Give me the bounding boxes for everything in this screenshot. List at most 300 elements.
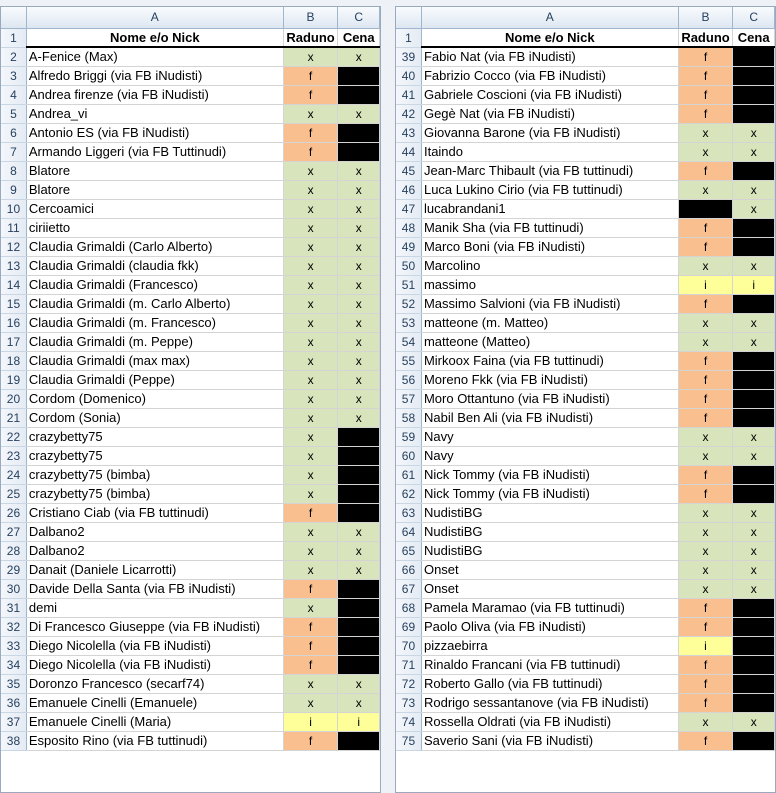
cell-cena[interactable] [733,731,775,750]
cell-cena[interactable]: x [733,712,775,731]
cell-name[interactable]: Davide Della Santa (via FB iNudisti) [26,579,283,598]
table-row[interactable] [1,484,380,503]
cell-name[interactable]: Marcolino [421,256,678,275]
cell-cena[interactable]: x [338,313,380,332]
cell-cena[interactable]: x [338,256,380,275]
cell-name[interactable]: Navy [421,446,678,465]
cell-name[interactable]: Roberto Gallo (via FB tuttinudi) [421,674,678,693]
cell-cena[interactable]: x [338,104,380,123]
row-header[interactable]: 69 [396,617,421,636]
cell-raduno[interactable]: f [678,389,733,408]
row-header[interactable]: 66 [396,560,421,579]
table-row[interactable] [1,85,380,104]
table-row[interactable] [1,674,380,693]
cell-cena[interactable] [338,503,380,522]
cell-cena[interactable] [733,636,775,655]
cell-raduno[interactable]: x [283,237,338,256]
cell-raduno[interactable]: x [283,693,338,712]
row-header[interactable]: 54 [396,332,421,351]
cell-cena[interactable]: x [338,161,380,180]
row-header[interactable]: 60 [396,446,421,465]
cell-cena[interactable]: x [338,332,380,351]
cell-cena[interactable] [338,446,380,465]
cell-cena[interactable]: x [733,256,775,275]
row-header[interactable]: 16 [1,313,26,332]
cell-cena[interactable]: x [733,123,775,142]
table-row[interactable] [1,180,380,199]
cell-name[interactable]: Gabriele Coscioni (via FB iNudisti) [421,85,678,104]
cell-name[interactable]: Manik Sha (via FB tuttinudi) [421,218,678,237]
cell-cena[interactable]: x [733,503,775,522]
table-row[interactable] [396,47,775,66]
cell-cena[interactable]: x [733,522,775,541]
cell-name[interactable]: Andrea firenze (via FB iNudisti) [26,85,283,104]
cell-cena[interactable] [733,389,775,408]
column-header-b[interactable]: B [678,7,733,28]
cell-raduno[interactable]: f [678,693,733,712]
cell-name[interactable]: Claudia Grimaldi (Peppe) [26,370,283,389]
cell-cena[interactable]: x [733,199,775,218]
row-header[interactable]: 5 [1,104,26,123]
row-header[interactable]: 21 [1,408,26,427]
cell-cena[interactable] [733,465,775,484]
cell-raduno[interactable]: x [283,47,338,66]
row-header[interactable]: 39 [396,47,421,66]
cell-raduno[interactable]: x [678,503,733,522]
cell-name[interactable]: pizzaebirra [421,636,678,655]
cell-name[interactable]: Doronzo Francesco (secarf74) [26,674,283,693]
cell-cena[interactable] [338,598,380,617]
cell-cena[interactable]: x [338,47,380,66]
header-cell-name[interactable]: Nome e/o Nick [26,28,283,47]
cell-raduno[interactable]: x [283,446,338,465]
row-header[interactable]: 1 [1,28,26,47]
cell-name[interactable]: NudistiBG [421,522,678,541]
cell-raduno[interactable]: f [283,617,338,636]
table-row[interactable] [1,351,380,370]
table-row[interactable] [1,712,380,731]
cell-raduno[interactable]: x [678,427,733,446]
row-header[interactable]: 53 [396,313,421,332]
cell-raduno[interactable]: f [678,66,733,85]
cell-raduno[interactable]: x [283,275,338,294]
cell-cena[interactable] [733,218,775,237]
cell-cena[interactable] [733,161,775,180]
table-row[interactable] [1,389,380,408]
cell-raduno[interactable]: f [283,655,338,674]
row-header[interactable]: 11 [1,218,26,237]
row-header[interactable]: 43 [396,123,421,142]
cell-raduno[interactable]: x [678,142,733,161]
cell-raduno[interactable]: x [678,332,733,351]
row-header[interactable]: 15 [1,294,26,313]
cell-name[interactable]: Claudia Grimaldi (max max) [26,351,283,370]
table-row[interactable] [396,408,775,427]
table-row[interactable] [396,294,775,313]
table-row[interactable] [1,256,380,275]
table-row[interactable] [1,522,380,541]
row-header[interactable]: 29 [1,560,26,579]
cell-raduno[interactable]: x [678,123,733,142]
cell-raduno[interactable]: f [678,351,733,370]
cell-raduno[interactable]: x [283,218,338,237]
cell-raduno[interactable]: x [283,332,338,351]
table-row[interactable] [1,161,380,180]
cell-name[interactable]: Rinaldo Francani (via FB tuttinudi) [421,655,678,674]
cell-raduno[interactable]: f [678,617,733,636]
column-header-a[interactable]: A [421,7,678,28]
row-header[interactable]: 45 [396,161,421,180]
table-row[interactable] [1,408,380,427]
row-header[interactable]: 41 [396,85,421,104]
cell-name[interactable]: Emanuele Cinelli (Maria) [26,712,283,731]
cell-name[interactable]: Alfredo Briggi (via FB iNudisti) [26,66,283,85]
table-row[interactable] [396,636,775,655]
table-row[interactable] [396,503,775,522]
table-row[interactable] [396,446,775,465]
cell-raduno[interactable]: f [283,731,338,750]
cell-name[interactable]: Rossella Oldrati (via FB iNudisti) [421,712,678,731]
cell-raduno[interactable]: f [283,85,338,104]
table-row[interactable] [1,579,380,598]
cell-raduno[interactable]: f [283,636,338,655]
row-header[interactable]: 30 [1,579,26,598]
cell-name[interactable]: Nick Tommy (via FB iNudisti) [421,465,678,484]
table-row[interactable] [396,693,775,712]
row-header[interactable]: 25 [1,484,26,503]
cell-name[interactable]: Onset [421,579,678,598]
cell-name[interactable]: Paolo Oliva (via FB iNudisti) [421,617,678,636]
cell-raduno[interactable]: x [283,180,338,199]
row-header[interactable]: 56 [396,370,421,389]
cell-cena[interactable]: x [733,541,775,560]
cell-name[interactable]: Nick Tommy (via FB iNudisti) [421,484,678,503]
row-header[interactable]: 49 [396,237,421,256]
table-row[interactable] [396,275,775,294]
row-header[interactable]: 36 [1,693,26,712]
cell-raduno[interactable]: x [678,313,733,332]
cell-name[interactable]: Claudia Grimaldi (Francesco) [26,275,283,294]
cell-raduno[interactable]: i [283,712,338,731]
table-row[interactable] [396,104,775,123]
cell-raduno[interactable]: f [678,598,733,617]
cell-cena[interactable]: x [733,332,775,351]
cell-cena[interactable] [338,123,380,142]
cell-cena[interactable]: i [338,712,380,731]
cell-cena[interactable] [338,655,380,674]
cell-name[interactable]: crazybetty75 (bimba) [26,484,283,503]
cell-name[interactable]: Andrea_vi [26,104,283,123]
table-row[interactable] [396,66,775,85]
cell-cena[interactable] [338,427,380,446]
cell-raduno[interactable]: x [283,104,338,123]
cell-name[interactable]: crazybetty75 [26,446,283,465]
table-row[interactable] [396,123,775,142]
cell-raduno[interactable]: x [678,180,733,199]
table-row[interactable] [1,275,380,294]
cell-cena[interactable]: x [338,180,380,199]
cell-raduno[interactable]: x [283,199,338,218]
cell-name[interactable]: Blatore [26,180,283,199]
cell-raduno[interactable]: x [283,598,338,617]
cell-raduno[interactable]: x [283,408,338,427]
row-header[interactable]: 44 [396,142,421,161]
cell-cena[interactable] [338,142,380,161]
table-row[interactable] [1,66,380,85]
cell-name[interactable]: Fabrizio Cocco (via FB iNudisti) [421,66,678,85]
header-cell-raduno[interactable]: Raduno [678,28,733,47]
cell-cena[interactable]: x [338,674,380,693]
table-row[interactable] [396,598,775,617]
cell-name[interactable]: Onset [421,560,678,579]
cell-cena[interactable] [733,104,775,123]
table-row[interactable] [1,503,380,522]
row-header[interactable]: 74 [396,712,421,731]
cell-name[interactable]: Moreno Fkk (via FB iNudisti) [421,370,678,389]
cell-raduno[interactable]: x [678,712,733,731]
cell-raduno[interactable]: i [678,636,733,655]
row-header[interactable]: 14 [1,275,26,294]
cell-name[interactable]: Armando Liggeri (via FB Tuttinudi) [26,142,283,161]
table-row[interactable] [396,351,775,370]
row-header[interactable]: 59 [396,427,421,446]
table-row[interactable] [1,655,380,674]
cell-name[interactable]: Emanuele Cinelli (Emanuele) [26,693,283,712]
row-header[interactable]: 73 [396,693,421,712]
column-header-c[interactable]: C [338,7,380,28]
cell-raduno[interactable]: f [678,161,733,180]
table-row[interactable] [1,313,380,332]
table-row[interactable] [396,370,775,389]
cell-raduno[interactable]: i [678,275,733,294]
cell-name[interactable]: Antonio ES (via FB iNudisti) [26,123,283,142]
table-row[interactable] [1,465,380,484]
table-row[interactable] [396,560,775,579]
cell-cena[interactable] [733,351,775,370]
row-header[interactable]: 50 [396,256,421,275]
cell-cena[interactable]: x [733,427,775,446]
row-header[interactable]: 37 [1,712,26,731]
cell-raduno[interactable]: f [678,294,733,313]
cell-name[interactable]: Cordom (Domenico) [26,389,283,408]
row-header[interactable]: 23 [1,446,26,465]
cell-cena[interactable] [338,85,380,104]
table-row[interactable] [396,85,775,104]
cell-raduno[interactable]: x [678,560,733,579]
row-header[interactable]: 19 [1,370,26,389]
row-header[interactable]: 18 [1,351,26,370]
row-header[interactable]: 65 [396,541,421,560]
cell-cena[interactable]: x [338,351,380,370]
cell-name[interactable]: Dalbano2 [26,541,283,560]
row-header[interactable]: 7 [1,142,26,161]
cell-cena[interactable] [733,66,775,85]
cell-name[interactable]: Claudia Grimaldi (m. Francesco) [26,313,283,332]
cell-cena[interactable] [733,85,775,104]
cell-name[interactable]: Claudia Grimaldi (m. Carlo Alberto) [26,294,283,313]
table-row[interactable] [396,731,775,750]
table-row[interactable] [1,218,380,237]
row-header[interactable]: 61 [396,465,421,484]
table-row[interactable] [396,655,775,674]
cell-cena[interactable]: x [338,389,380,408]
row-header[interactable]: 28 [1,541,26,560]
row-header[interactable]: 31 [1,598,26,617]
row-header[interactable]: 2 [1,47,26,66]
cell-cena[interactable] [733,47,775,66]
header-cell-cena[interactable]: Cena [733,28,775,47]
cell-raduno[interactable]: x [283,294,338,313]
table-row[interactable] [1,693,380,712]
table-row[interactable] [396,332,775,351]
cell-raduno[interactable]: x [283,351,338,370]
header-cell-name[interactable]: Nome e/o Nick [421,28,678,47]
cell-cena[interactable]: x [338,275,380,294]
cell-cena[interactable]: x [338,218,380,237]
cell-cena[interactable]: x [338,522,380,541]
row-header[interactable]: 9 [1,180,26,199]
table-row[interactable] [1,47,380,66]
table-row[interactable] [396,522,775,541]
cell-name[interactable]: Mirkoox Faina (via FB tuttinudi) [421,351,678,370]
header-cell-raduno[interactable]: Raduno [283,28,338,47]
cell-cena[interactable] [338,636,380,655]
row-header[interactable]: 47 [396,199,421,218]
cell-name[interactable]: Esposito Rino (via FB tuttinudi) [26,731,283,750]
table-row[interactable] [396,389,775,408]
cell-name[interactable]: Luca Lukino Cirio (via FB tuttinudi) [421,180,678,199]
row-header[interactable]: 51 [396,275,421,294]
cell-name[interactable]: Danait (Daniele Licarrotti) [26,560,283,579]
table-row[interactable] [1,427,380,446]
cell-name[interactable]: Navy [421,427,678,446]
cell-name[interactable]: Diego Nicolella (via FB iNudisti) [26,655,283,674]
cell-raduno[interactable]: x [283,484,338,503]
cell-name[interactable]: Cordom (Sonia) [26,408,283,427]
cell-name[interactable]: Cristiano Ciab (via FB tuttinudi) [26,503,283,522]
cell-raduno[interactable]: f [678,370,733,389]
cell-raduno[interactable]: x [283,161,338,180]
table-row[interactable] [1,142,380,161]
cell-raduno[interactable]: x [678,579,733,598]
column-header-a[interactable]: A [26,7,283,28]
cell-cena[interactable]: x [338,237,380,256]
cell-name[interactable]: Claudia Grimaldi (claudia fkk) [26,256,283,275]
table-row[interactable] [1,237,380,256]
cell-raduno[interactable]: f [678,465,733,484]
table-row[interactable] [1,123,380,142]
cell-name[interactable]: Claudia Grimaldi (m. Peppe) [26,332,283,351]
row-header[interactable]: 70 [396,636,421,655]
cell-raduno[interactable]: x [678,541,733,560]
table-row[interactable] [396,180,775,199]
row-header[interactable]: 12 [1,237,26,256]
cell-cena[interactable] [733,655,775,674]
cell-raduno[interactable]: f [283,503,338,522]
row-header[interactable]: 67 [396,579,421,598]
table-row[interactable] [396,465,775,484]
cell-raduno[interactable]: x [283,389,338,408]
cell-name[interactable]: Marco Boni (via FB iNudisti) [421,237,678,256]
table-row[interactable] [396,427,775,446]
cell-name[interactable]: Gegè Nat (via FB iNudisti) [421,104,678,123]
row-header[interactable]: 4 [1,85,26,104]
row-header[interactable]: 33 [1,636,26,655]
cell-name[interactable]: Itaindo [421,142,678,161]
cell-raduno[interactable]: f [283,579,338,598]
cell-name[interactable]: Rodrigo sessantanove (via FB iNudisti) [421,693,678,712]
row-header[interactable]: 71 [396,655,421,674]
row-header[interactable]: 32 [1,617,26,636]
cell-raduno[interactable]: f [678,655,733,674]
row-header[interactable]: 57 [396,389,421,408]
table-row[interactable] [1,617,380,636]
cell-raduno[interactable]: f [678,731,733,750]
cell-cena[interactable]: x [338,541,380,560]
row-header[interactable]: 58 [396,408,421,427]
row-header[interactable]: 64 [396,522,421,541]
row-header[interactable]: 24 [1,465,26,484]
row-header[interactable]: 75 [396,731,421,750]
cell-cena[interactable]: x [338,408,380,427]
row-header[interactable]: 46 [396,180,421,199]
row-header[interactable]: 48 [396,218,421,237]
cell-cena[interactable]: x [733,560,775,579]
table-row[interactable] [1,199,380,218]
select-all-corner[interactable] [1,7,26,28]
row-header[interactable]: 55 [396,351,421,370]
cell-name[interactable]: Pamela Maramao (via FB tuttinudi) [421,598,678,617]
cell-cena[interactable]: x [338,294,380,313]
cell-raduno[interactable]: f [678,408,733,427]
cell-raduno[interactable]: f [283,123,338,142]
row-header[interactable]: 22 [1,427,26,446]
cell-raduno[interactable]: x [283,522,338,541]
header-cell-cena[interactable]: Cena [338,28,380,47]
cell-cena[interactable]: x [338,199,380,218]
row-header[interactable]: 40 [396,66,421,85]
row-header[interactable]: 62 [396,484,421,503]
row-header[interactable]: 13 [1,256,26,275]
row-header[interactable]: 35 [1,674,26,693]
table-row[interactable] [396,237,775,256]
cell-raduno[interactable]: f [678,484,733,503]
cell-cena[interactable]: x [733,313,775,332]
cell-name[interactable]: matteone (Matteo) [421,332,678,351]
table-row[interactable] [1,104,380,123]
table-row[interactable] [396,712,775,731]
cell-cena[interactable] [733,617,775,636]
cell-cena[interactable]: x [338,560,380,579]
cell-name[interactable]: Giovanna Barone (via FB iNudisti) [421,123,678,142]
table-row[interactable] [1,731,380,750]
table-row[interactable] [396,142,775,161]
cell-raduno[interactable]: f [678,237,733,256]
cell-cena[interactable] [733,484,775,503]
cell-cena[interactable] [338,465,380,484]
row-header[interactable]: 1 [396,28,421,47]
table-row[interactable] [1,446,380,465]
table-row[interactable] [1,541,380,560]
row-header[interactable]: 17 [1,332,26,351]
cell-name[interactable]: lucabrandani1 [421,199,678,218]
cell-name[interactable]: Fabio Nat (via FB iNudisti) [421,47,678,66]
cell-name[interactable]: matteone (m. Matteo) [421,313,678,332]
cell-cena[interactable] [733,693,775,712]
cell-name[interactable]: NudistiBG [421,503,678,522]
row-header[interactable]: 68 [396,598,421,617]
cell-raduno[interactable]: x [283,674,338,693]
